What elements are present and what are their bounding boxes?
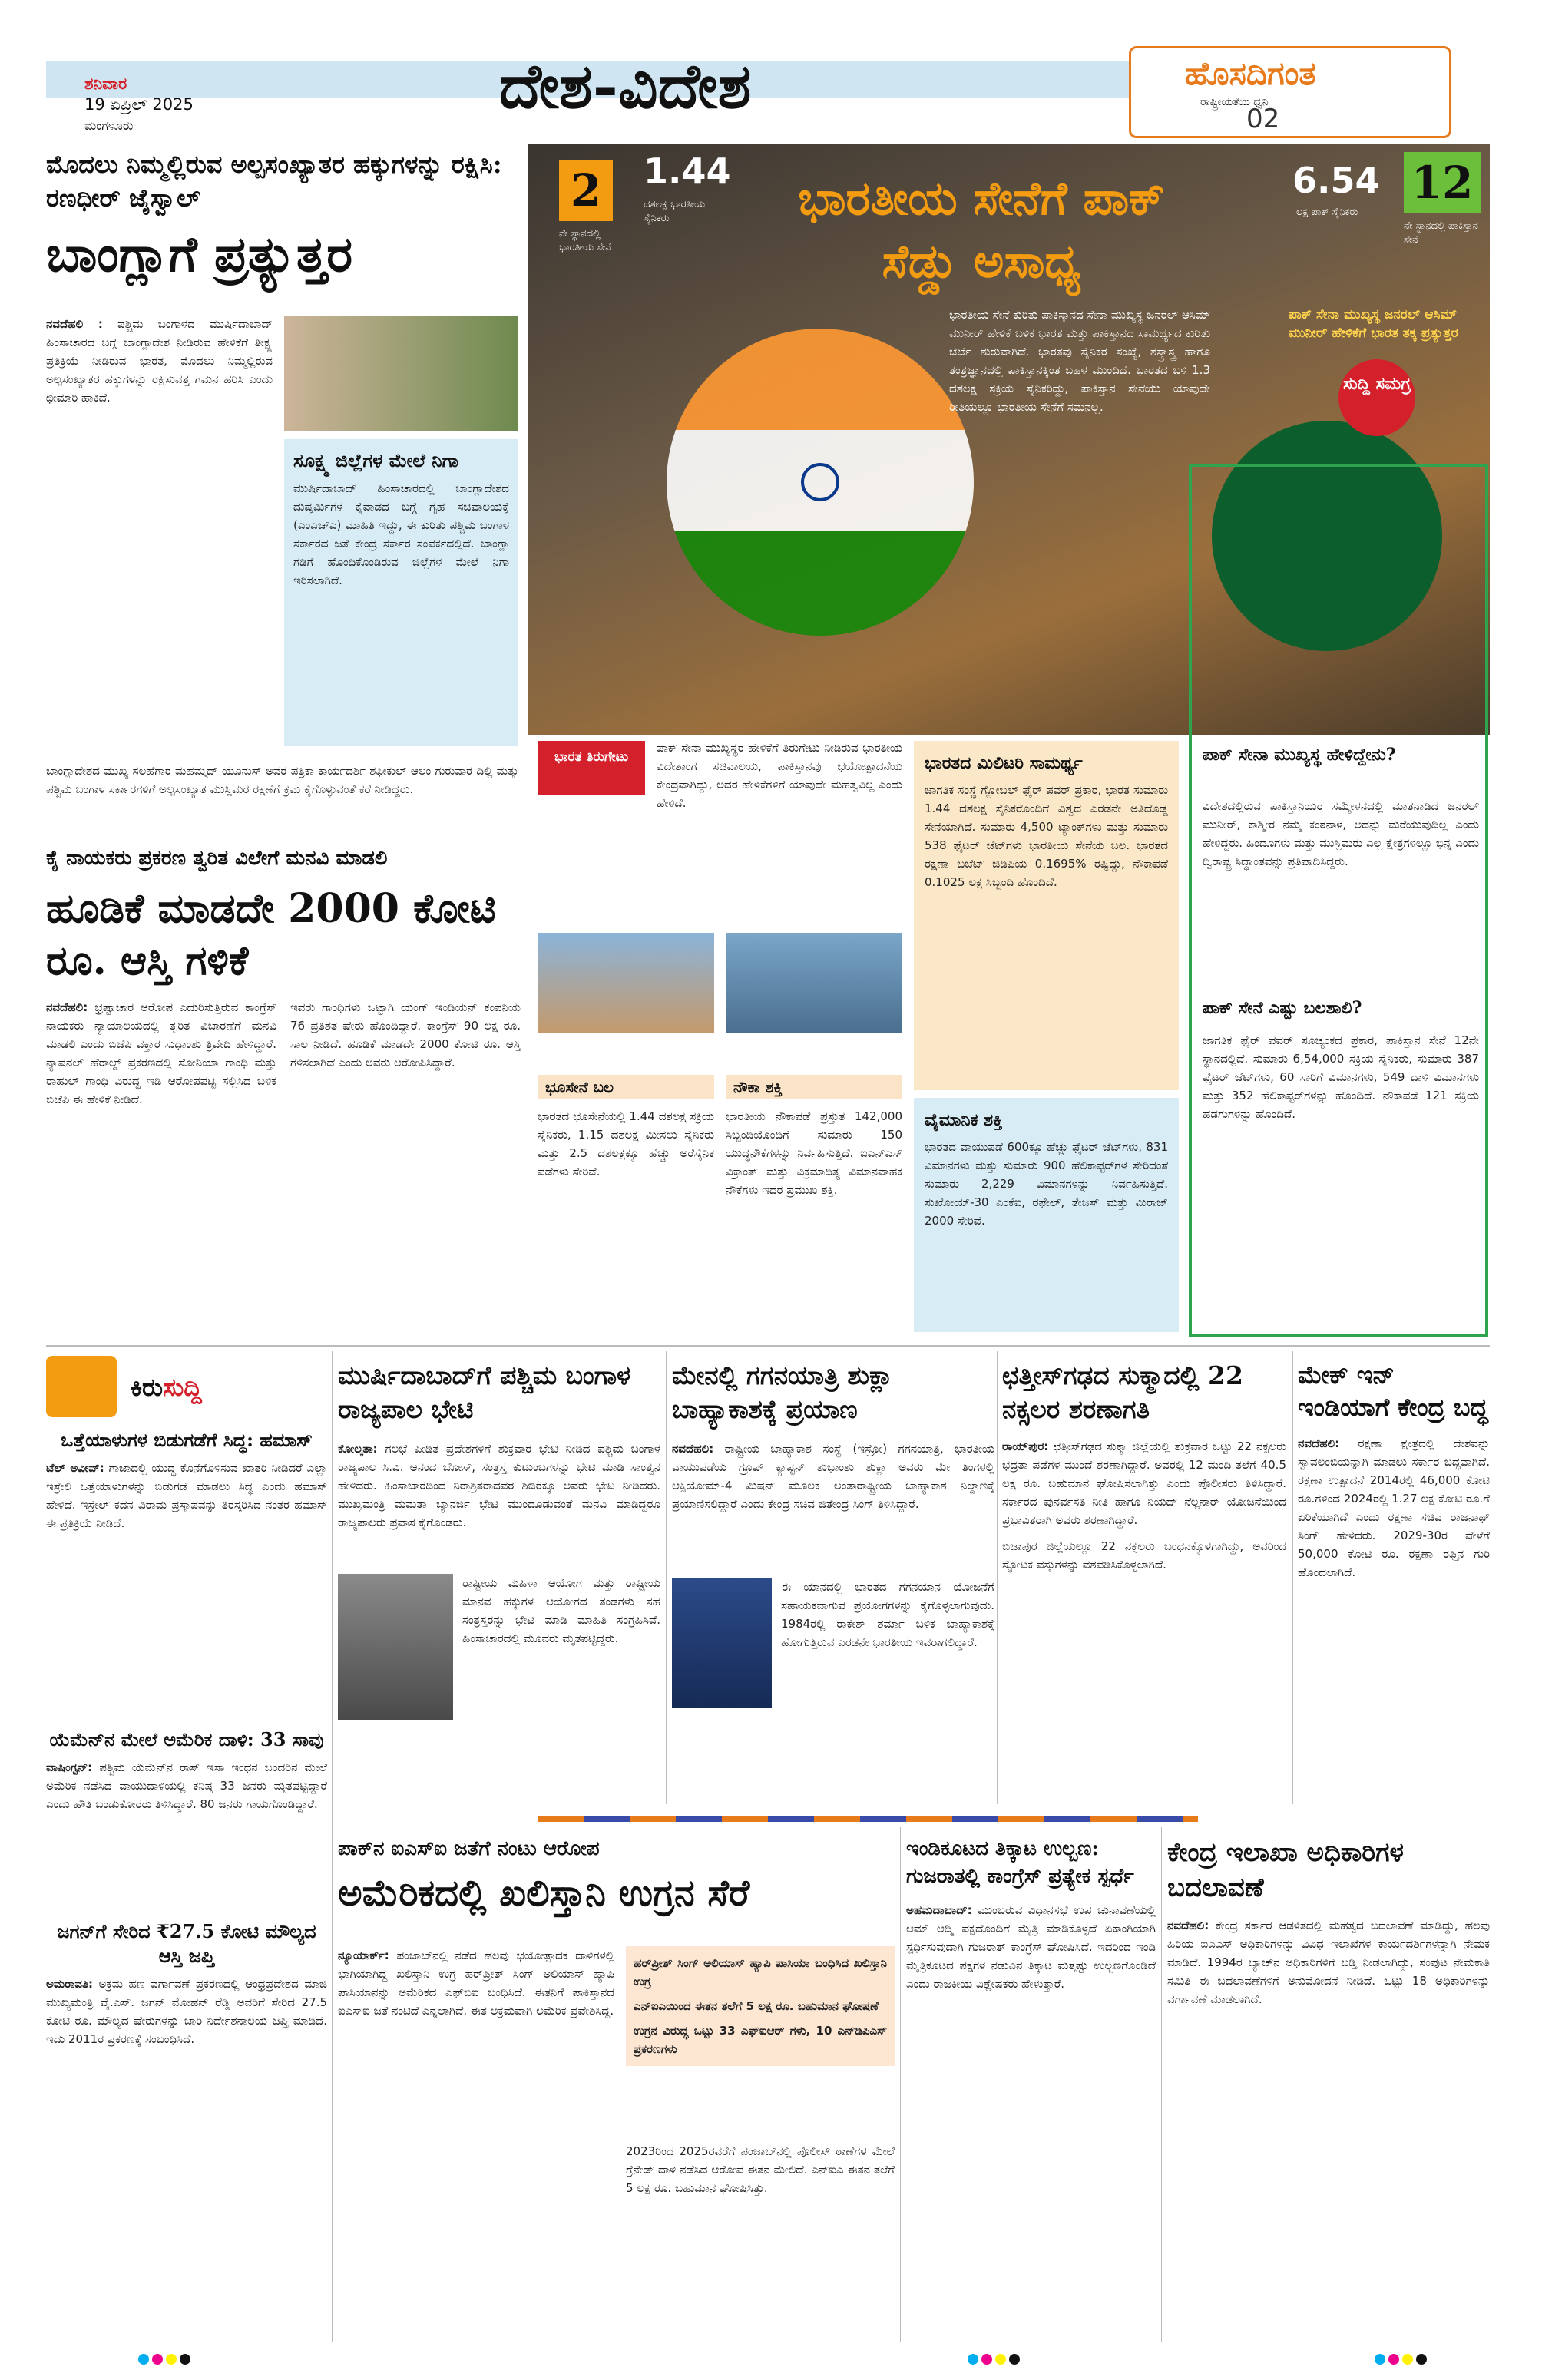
naxal-body-2: ಬಿಜಾಪುರ ಜಿಲ್ಲೆಯಲ್ಲೂ 22 ನಕ್ಸಲರು ಬಂಧನಕ್ಕೊಳಗಾಗಿದ್ದು, ಅವರಿಂದ ಸ್ಫೋಟಕ ವಸ್ತುಗಳನ್ನು ವಶಪಡಿಸಿಕೊಳ್ಳಲಾಗಿದೆ. — [1002, 1539, 1286, 1572]
kiru-label-a: ಕಿರು — [131, 1373, 164, 1402]
air-title: ವೈಮಾನಿಕ ಶಕ್ತಿ — [925, 1110, 1003, 1130]
gujarat-headline: ಇಂಡಿಕೂಟದ ತಿಕ್ಕಾಟ ಉಲ್ಬಣ: ಗುಜರಾತಲ್ಲಿ ಕಾಂಗ್ರೆಸ್ ಪ್ರತ್ಯೇಕ ಸ್ಪರ್ಧೆ — [906, 1837, 1134, 1888]
army-title: ಭೂಸೇನೆ ಬಲ — [538, 1075, 714, 1099]
page-number: 02 — [1246, 104, 1280, 134]
brief-body — [46, 1459, 327, 1532]
ed-body-2: ಇವರು ಗಾಂಧಿಗಳು ಒಟ್ಟಾಗಿ ಯಂಗ್ ಇಂಡಿಯನ್ ಕಂಪನಿಯ 76 ಪ್ರತಿಶತ ಷೇರು ಹೊಂದಿದ್ದಾರೆ. ಕಾಂಗ್ರೆಸ್ 90 ಲಕ್ಷ ರೂ. ಸಾಲ ನೀಡಿದೆ. ಹೂಡಿಕೆ ಮಾಡದೇ 2000 ಕೋಟಿ ರೂ. ಆಸ್ತಿ ಗಳಿಸಲಾಗಿದೆ ಎಂದು ಅವರು ಆರೋಪಿಸಿದ್ದಾರೆ. — [290, 1000, 521, 1069]
bengal-headline: ಮುರ್ಷಿದಾಬಾದ್‌ಗೆ ಪಶ್ಚಿಮ ಬಂಗಾಳ ರಾಜ್ಯಪಾಲ ಭೇಟಿ — [338, 1360, 630, 1424]
naxal-body — [1002, 1437, 1286, 1529]
column-rule — [1292, 1351, 1293, 1804]
article-kicker: ಮೊದಲು ನಿಮ್ಮಲ್ಲಿರುವ ಅಲ್ಪಸಂಖ್ಯಾತರ ಹಕ್ಕುಗಳನ್ನು ರಕ್ಷಿಸಿ: ರಣಧೀರ್ ಜೈಸ್ವಾಲ್ — [46, 150, 502, 213]
ed-article — [46, 845, 522, 1106]
usa-text: ಪಂಜಾಬ್‌ನಲ್ಲಿ ನಡೆದ ಹಲವು ಭಯೋತ್ಪಾದಕ ದಾಳಿಗಳಲ್ಲಿ ಭಾಗಿಯಾಗಿದ್ದ ಖಲಿಸ್ತಾನಿ ಉಗ್ರ ಹರ್‌ಪ್ರೀತ್ ಸಿಂಗ್ ಅಲಿಯಾಸ್ ಹ್ಯಾಪಿ ಪಾಸಿಯಾನನ್ನು ಅಮೆರಿಕದ ಎಫ್‌ಬಿಐ ಬಂಧಿಸಿದೆ. ಈತನಿಗೆ ಪಾಕಿಸ್ತಾನದ ಐಎಸ್‌ಐ ಜತೆ ನಂಟಿದೆ ಎನ್ನಲಾಗಿದೆ. ಈತ ಅಕ್ರಮವಾಗಿ ಅಮೆರಿಕ ಪ್ರವೇಶಿಸಿದ್ದ. — [338, 1949, 614, 2018]
sidebar-body: ಮುರ್ಷಿದಾಬಾದ್ ಹಿಂಸಾಚಾರದಲ್ಲಿ ಬಾಂಗ್ಲಾದೇಶದ ದುಷ್ಕರ್ಮಿಗಳ ಕೈವಾಡದ ಬಗ್ಗೆ ಗೃಹ ಸಚಿವಾಲಯಕ್ಕೆ (ಎಂಎಚ್‌ಎ) ಮಾಹಿತಿ ಇದ್ದು, ಈ ಕುರಿತು ಪಶ್ಚಿಮ ಬಂಗಾಳ ಸರ್ಕಾರದ ಜತೆ ಕೇಂದ್ರ ಸರ್ಕಾರ ಸಂಪರ್ಕದಲ್ಲಿದೆ. ಬಾಂಗ್ಲಾ ಗಡಿಗೆ ಹೊಂದಿಕೊಂಡಿರುವ ಜಿಲ್ಲೆಗಳ ಮೇಲೆ ನಿಗಾ ಇರಿಸಲಾಗಿದೆ. — [293, 481, 509, 587]
brief-text: ಅಕ್ರಮ ಹಣ ವರ್ಗಾವಣೆ ಪ್ರಕರಣದಲ್ಲಿ ಆಂಧ್ರಪ್ರದೇಶದ ಮಾಜಿ ಮುಖ್ಯಮಂತ್ರಿ ವೈ.ಎಸ್. ಜಗನ್ ಮೋಹನ್ ರೆಡ್ಡಿ ಅವರಿಗೆ ಸೇರಿದ 27.5 ಕೋಟಿ ರೂ. ಮೌಲ್ಯದ ಷೇರುಗಳನ್ನು ಜಾರಿ ನಿರ್ದೇಶನಾಲಯ ಜಪ್ತಿ ಮಾಡಿದೆ. ಇದು 2011ರ ಪ್ರಕರಣಕ್ಕೆ ಸಂಬಂಧಿಸಿದೆ. — [46, 1977, 327, 2046]
stat-troops-pak-label: ಲಕ್ಷ ಪಾಕ್ ಸೈನಿಕರು — [1296, 207, 1358, 218]
transfer-article — [1167, 1835, 1490, 2008]
stat-rank-india-label: ನೇ ಸ್ಥಾನದಲ್ಲಿ ಭಾರತೀಯ ಸೇನೆ — [559, 228, 611, 253]
bullet-2: ಎನ್‌ಐಎಯಿಂದ ಈತನ ತಲೆಗೆ 5 ಲಕ್ಷ ರೂ. ಬಹುಮಾನ ಘೋಷಣೆ — [634, 1999, 879, 2013]
navy-photo — [726, 933, 902, 1033]
space-loc: ನವದೆಹಲಿ: — [672, 1442, 714, 1456]
brief-1 — [46, 1428, 327, 1532]
column-rule — [900, 1827, 901, 2342]
kiru-suddi-header — [46, 1356, 327, 1426]
bangla-article — [46, 147, 522, 796]
army-box — [538, 1075, 714, 1181]
registration-marks — [1375, 2353, 1430, 2367]
brief-body — [46, 1758, 327, 1813]
usa-headline: ಅಮೆರಿಕದಲ್ಲಿ ಖಲಿಸ್ತಾನಿ ಉಗ್ರನ ಸೆರೆ — [338, 1872, 750, 1915]
naxal-headline: ಛತ್ತೀಸ್‌ಗಢದ ಸುಕ್ಮಾದಲ್ಲಿ 22 ನಕ್ಸಲರ ಶರಣಾಗತಿ — [1002, 1360, 1243, 1424]
hand-icon — [46, 1356, 117, 1417]
make-loc: ನವದೆಹಲಿ: — [1298, 1436, 1340, 1450]
bengal-body-2: ರಾಷ್ಟ್ರೀಯ ಮಹಿಳಾ ಆಯೋಗ ಮತ್ತು ರಾಷ್ಟ್ರೀಯ ಮಾನವ ಹಕ್ಕುಗಳ ಆಯೋಗದ ತಂಡಗಳು ಸಹ ಸಂತ್ರಸ್ತರನ್ನು ಭೇಟಿ ಮಾಡಿ ಮಾಹಿತಿ ಸಂಗ್ರಹಿಸಿವೆ. ಹಿಂಸಾಚಾರದಲ್ಲಿ ಮೂವರು ಮೃತಪಟ್ಟಿದ್ದರು. — [462, 1576, 660, 1645]
bengal-loc: ಕೋಲ್ಕತಾ: — [338, 1442, 378, 1456]
brief-loc: ಅಮರಾವತಿ: — [46, 1977, 93, 1991]
article-body — [46, 315, 273, 407]
space-article — [672, 1359, 994, 1649]
air-body: ಭಾರತದ ವಾಯುಪಡೆ 600ಕ್ಕೂ ಹೆಚ್ಚು ಫೈಟರ್ ಜೆಟ್‌ಗಳು, 831 ವಿಮಾನಗಳು ಮತ್ತು ಸುಮಾರು 900 ಹೆಲಿಕಾಪ್ಟರ್‌ಗಳ ಸೇರಿದಂತೆ ಸುಮಾರು 2,229 ವಿಮಾನಗಳನ್ನು ನಿರ್ವಹಿಸುತ್ತಿದೆ. ಸುಖೋಯ್-30 ಎಂಕೆಐ, ರಫೇಲ್, ತೇಜಸ್ ಮತ್ತು ಮಿರಾಜ್ 2000 ಸೇರಿವೆ. — [925, 1140, 1168, 1228]
gujarat-body — [906, 1901, 1156, 1993]
stat-rank-pak: 12 — [1404, 152, 1481, 213]
bengal-article — [338, 1359, 660, 1645]
usa-kicker: ಪಾಕ್‌ನ ಐಎಸ್‌ಐ ಜತೆಗೆ ನಂಟು ಆರೋಪ — [338, 1837, 600, 1860]
ed-loc: ನವದೆಹಲಿ: — [46, 1000, 88, 1014]
gujarat-text: ಮುಂಬರುವ ವಿಧಾನಸಭೆ ಉಪ ಚುನಾವಣೆಯಲ್ಲಿ ಆಮ್ ಆದ್ಮಿ ಪಕ್ಷದೊಂದಿಗೆ ಮೈತ್ರಿ ಮಾಡಿಕೊಳ್ಳದೆ ಏಕಾಂಗಿಯಾಗಿ ಸ್ಪರ್ಧಿಸುವುದಾಗಿ ಗುಜರಾತ್ ಕಾಂಗ್ರೆಸ್ ಘೋಷಿಸಿದೆ. ಇದರಿಂದ ಇಂಡಿ ಮೈತ್ರಿಕೂಟದ ಪಕ್ಷಗಳ ನಡುವಿನ ತಿಕ್ಕಾಟ ಮತ್ತಷ್ಟು ಉಲ್ಬಣಗೊಂಡಿದೆ ಎಂದು ರಾಜಕೀಯ ವಿಶ್ಲೇಷಕರು ಹೇಳುತ್ತಾರೆ. — [906, 1903, 1156, 1991]
divider — [46, 1345, 1490, 1347]
brief-text: ಗಾಜಾದಲ್ಲಿ ಯುದ್ಧ ಕೊನೆಗೊಳಿಸುವ ಖಾತರಿ ನೀಡಿದರೆ ಎಲ್ಲಾ ಇಸ್ರೇಲಿ ಒತ್ತೆಯಾಳುಗಳನ್ನು ಬಿಡುಗಡೆ ಮಾಡಲು ಸಿದ್ಧ ಎಂದು ಹಮಾಸ್ ಹೇಳಿದೆ. ಇಸ್ರೇಲ್ ಕದನ ವಿರಾಮ ಪ್ರಸ್ತಾಪವನ್ನು ತಿರಸ್ಕರಿಸಿದ ನಂತರ ಹಮಾಸ್ ಈ ಪ್ರತಿಕ್ರಿಯೆ ನೀಡಿದೆ. — [46, 1461, 327, 1530]
brief-text: ಪಶ್ಚಿಮ ಯೆಮೆನ್‌ನ ರಾಸ್ ಇಸಾ ಇಂಧನ ಬಂದರಿನ ಮೇಲೆ ಅಮೆರಿಕ ನಡೆಸಿದ ವಾಯುದಾಳಿಯಲ್ಲಿ ಕನಿಷ್ಠ 33 ಜನರು ಮೃತಪಟ್ಟಿದ್ದಾರೆ ಎಂದು ಹೌತಿ ಬಂಡುಕೋರರು ತಿಳಿಸಿದ್ದಾರೆ. 80 ಜನರು ಗಾಯಗೊಂಡಿದ್ದಾರೆ. — [46, 1760, 327, 1811]
astronaut-photo — [672, 1578, 772, 1708]
army-body: ಭಾರತದ ಭೂಸೇನೆಯಲ್ಲಿ 1.44 ದಶಲಕ್ಷ ಸಕ್ರಿಯ ಸೈನಿಕರು, 1.15 ದಶಲಕ್ಷ ಮೀಸಲು ಸೈನಿಕರು ಮತ್ತು 2.5 ದಶಲಕ್ಷಕ್ಕೂ ಹೆಚ್ಚು ಅರೆಸೈನಿಕ ಪಡೆಗಳು ಸೇರಿವೆ. — [538, 1109, 714, 1178]
bengal-body — [338, 1440, 660, 1570]
pak-title-2: ಪಾಕ್ ಸೇನೆ ಎಷ್ಟು ಬಲಶಾಲಿ? — [1203, 998, 1362, 1018]
pak-body-2: ಜಾಗತಿಕ ಫೈರ್ ಪವರ್ ಸೂಚ್ಯಂಕದ ಪ್ರಕಾರ, ಪಾಕಿಸ್ತಾನ ಸೇನೆ 12ನೇ ಸ್ಥಾನದಲ್ಲಿದೆ. ಸುಮಾರು 6,54,000 ಸಕ್ರಿಯ ಸೈನಿಕರು, ಸುಮಾರು 387 ಫೈಟರ್ ಜೆಟ್‌ಗಳು, 60 ಸಾರಿಗೆ ವಿಮಾನಗಳು, 549 ದಾಳಿ ವಿಮಾನಗಳು ಮತ್ತು 352 ಹೆಲಿಕಾಪ್ಟರ್‌ಗಳನ್ನು ಹೊಂದಿದೆ. ನೌಕಾಪಡೆ 121 ಸಕ್ರಿಯ ಹಡಗುಗಳನ್ನು ಹೊಂದಿದೆ. — [1203, 1033, 1479, 1121]
tiranga-label: ಭಾರತ ತಿರುಗೇಟು — [554, 749, 629, 765]
decorative-stripe — [538, 1816, 1198, 1822]
transfer-loc: ನವದೆಹಲಿ: — [1167, 1919, 1209, 1932]
brief-headline: ಜಗನ್‌ಗೆ ಸೇರಿದ ₹27.5 ಕೋಟಿ ಮೌಲ್ಯದ ಆಸ್ತಿ ಜಪ್ತಿ — [57, 1920, 316, 1967]
ashoka-chakra-icon — [801, 463, 839, 501]
space-body — [672, 1440, 994, 1570]
ed-kicker: ಕೈ ನಾಯಕರು ಪ್ರಕರಣ ತ್ವರಿತ ವಿಲೇಗೆ ಮನವಿ ಮಾಡಲಿ — [46, 847, 388, 870]
army-photo — [538, 933, 714, 1033]
navy-box — [726, 1075, 902, 1199]
city: ಮಂಗಳೂರು — [84, 118, 134, 133]
navy-body: ಭಾರತೀಯ ನೌಕಾಪಡೆ ಪ್ರಸ್ತುತ 142,000 ಸಿಬ್ಬಂದಿಯೊಂದಿಗೆ ಸುಮಾರು 150 ಯುದ್ಧನೌಕೆಗಳನ್ನು ನಿರ್ವಹಿಸುತ್ತಿದೆ. ಐಎನ್‌ಎಸ್ ವಿಕ್ರಾಂತ್ ಮತ್ತು ವಿಕ್ರಮಾದಿತ್ಯ ವಿಮಾನವಾಹಕ ನೌಕೆಗಳು ಇದರ ಪ್ರಮುಖ ಶಕ್ತಿ. — [726, 1109, 902, 1197]
military-body: ಜಾಗತಿಕ ಸಂಸ್ಥೆ ಗ್ಲೋಬಲ್ ಫೈರ್ ಪವರ್ ಪ್ರಕಾರ, ಭಾರತ ಸುಮಾರು 1.44 ದಶಲಕ್ಷ ಸೈನಿಕರೊಂದಿಗೆ ವಿಶ್ವದ ಎರಡನೇ ಅತಿದೊಡ್ಡ ಸೇನೆಯಾಗಿದೆ. ಸುಮಾರು 4,500 ಟ್ಯಾಂಕ್‌ಗಳು ಮತ್ತು ಸುಮಾರು 538 ಫೈಟರ್ ಜೆಟ್‌ಗಳು ಭಾರತೀಯ ಸೇನೆಯ ಬಲ. ಭಾರತದ ರಕ್ಷಣಾ ಬಜೆಟ್ ಜಿಡಿಪಿಯ 0.1695% ರಷ್ಟಿದ್ದು, ನೌಕಾಪಡೆ 0.1025 ಲಕ್ಷ ಸಿಬ್ಬಂದಿ ಹೊಂದಿದೆ. — [925, 783, 1168, 889]
military-title: ಭಾರತದ ಮಿಲಿಟರಿ ಸಾಮರ್ಥ್ಯ — [925, 753, 1083, 773]
bullet-3: ಉಗ್ರನ ವಿರುದ್ಧ ಒಟ್ಟು 33 ಎಫ್‌ಐಆರ್ ಗಳು, 10 ಎನ್‌ಡಿಪಿಎಸ್ ಪ್ರಕರಣಗಳು — [634, 2024, 887, 2056]
space-text: ರಾಷ್ಟ್ರೀಯ ಬಾಹ್ಯಾಕಾಶ ಸಂಸ್ಥೆ (ಇಸ್ರೋ) ಗಗನಯಾತ್ರಿ, ಭಾರತೀಯ ವಾಯುಪಡೆಯ ಗ್ರೂಪ್ ಕ್ಯಾಪ್ಟನ್ ಶುಭಾಂಶು ಶುಕ್ಲಾ ಅವರು ಮೇ ತಿಂಗಳಲ್ಲಿ ಆಕ್ಸಿಯೋಮ್-4 ಮಿಷನ್ ಮೂಲಕ ಅಂತಾರಾಷ್ಟ್ರೀಯ ಬಾಹ್ಯಾಕಾಶ ನಿಲ್ದಾಣಕ್ಕೆ ಪ್ರಯಾಣಿಸಲಿದ್ದಾರೆ ಎಂದು ಕೇಂದ್ರ ಸಚಿವ ಜಿತೇಂದ್ರ ಸಿಂಗ್ ತಿಳಿಸಿದ್ದಾರೆ. — [672, 1442, 994, 1511]
bullet-1: ಹರ್‌ಪ್ರೀತ್ ಸಿಂಗ್ ಅಲಿಯಾಸ್ ಹ್ಯಾಪಿ ಪಾಸಿಯಾ ಬಂಧಿಸಿದ ಖಲಿಸ್ತಾನಿ ಉಗ್ರ — [634, 1956, 887, 1988]
suddi-samagra-badge: ಸುದ್ದಿ ಸಮಗ್ರ — [1338, 359, 1415, 436]
ed-headline: ಹೂಡಿಕೆ ಮಾಡದೇ 2000 ಕೋಟಿ ರೂ. ಆಸ್ತಿ ಗಳಿಕೆ — [46, 885, 496, 984]
ed-body — [46, 998, 276, 1109]
poster-headline: ಭಾರತೀಯ ಸೇನೆಗೆ ಪಾಕ್ ಸೆಡ್ಡು ಅಸಾಧ್ಯ — [798, 172, 1165, 289]
make-body — [1298, 1434, 1490, 1582]
air-box — [914, 1098, 1179, 1332]
registration-marks — [968, 2353, 1023, 2367]
make-article — [1298, 1359, 1490, 1582]
transfer-headline: ಕೇಂದ್ರ ಇಲಾಖಾ ಅಧಿಕಾರಿಗಳ ಬದಲಾವಣೆ — [1167, 1837, 1405, 1903]
stat-troops-pak: 6.54 — [1292, 160, 1380, 201]
usa-body — [338, 1946, 614, 2020]
stat-rank-pak-label: ನೇ ಸ್ಥಾನದಲ್ಲಿ ಪಾಕಿಸ್ತಾನ ಸೇನೆ — [1404, 220, 1478, 246]
naxal-text: ಛತ್ತೀಸ್‌ಗಢದ ಸುಕ್ಮಾ ಜಿಲ್ಲೆಯಲ್ಲಿ ಶುಕ್ರವಾರ ಒಟ್ಟು 22 ನಕ್ಸಲರು ಭದ್ರತಾ ಪಡೆಗಳ ಮುಂದೆ ಶರಣಾಗಿದ್ದಾರೆ. ಅವರಲ್ಲಿ 12 ಮಂದಿ ತಲೆಗೆ 40.5 ಲಕ್ಷ ರೂ. ಬಹುಮಾನ ಘೋಷಿಸಲಾಗಿತ್ತು ಎಂದು ಪೊಲೀಸರು ತಿಳಿಸಿದ್ದಾರೆ. ಸರ್ಕಾರದ ಪುನರ್ವಸತಿ ನೀತಿ ಹಾಗೂ ನಿಯದ್ ನೆಲ್ಲನಾರ್ ಯೋಜನೆಯಿಂದ ಪ್ರಭಾವಿತರಾಗಿ ಅವರು ಶರಣಾಗಿದ್ದಾರೆ. — [1002, 1440, 1286, 1527]
page-header — [0, 0, 1542, 138]
column-rule — [1161, 1827, 1162, 2342]
brief-headline: ಯೆಮೆನ್‌ನ ಮೇಲೆ ಅಮೆರಿಕ ದಾಳಿ: 33 ಸಾವು — [49, 1728, 324, 1750]
photo-collage — [284, 316, 518, 431]
military-box — [914, 741, 1179, 1090]
day: ಶನಿವಾರ — [84, 74, 127, 93]
poster-quote: ಪಾಕ್ ಸೇನಾ ಮುಖ್ಯಸ್ಥ ಜನರಲ್ ಆಸಿಮ್ ಮುನೀರ್ ಹೇಳಿಕೆಗೆ ಭಾರತ ತಕ್ಕ ಪ್ರತ್ಯುತ್ತರ — [1289, 307, 1458, 341]
usa-loc: ನ್ಯೂಯಾರ್ಕ್: — [338, 1949, 389, 1962]
article-body-2: ಬಾಂಗ್ಲಾದೇಶದ ಮುಖ್ಯ ಸಲಹೆಗಾರ ಮಹಮ್ಮದ್ ಯೂನುಸ್ ಅವರ ಪತ್ರಿಕಾ ಕಾರ್ಯದರ್ಶಿ ಶಫೀಕುಲ್ ಆಲಂ ಗುರುವಾರ ದಿಲ್ಲಿ ಮತ್ತು ಪಶ್ಚಿಮ ಬಂಗಾಳ ಸರ್ಕಾರಗಳಿಗೆ ಅಲ್ಪಸಂಖ್ಯಾತ ಮುಸ್ಲಿಮರ ರಕ್ಷಣೆಗೆ ಕ್ರಮ ಕೈಗೊಳ್ಳುವಂತೆ ಕರೆ ನೀಡಿದ್ದರು. — [46, 764, 518, 796]
stat-rank-india: 2 — [559, 160, 613, 221]
logo-tagline: ರಾಷ್ಟ್ರೀಯತೆಯ ಧ್ವನಿ — [1200, 96, 1269, 108]
sidebar-title: ಸೂಕ್ಷ್ಮ ಜಿಲ್ಲೆಗಳ ಮೇಲೆ ನಿಗಾ — [293, 449, 459, 471]
column-rule — [997, 1351, 998, 1804]
brief-loc: ವಾಷಿಂಗ್ಟನ್: — [46, 1760, 93, 1774]
naxal-article — [1002, 1359, 1286, 1574]
brief-body — [46, 1975, 327, 2048]
bengal-text: ಗಲಭೆ ಪೀಡಿತ ಪ್ರದೇಶಗಳಿಗೆ ಶುಕ್ರವಾರ ಭೇಟಿ ನೀಡಿದ ಪಶ್ಚಿಮ ಬಂಗಾಳ ರಾಜ್ಯಪಾಲ ಸಿ.ವಿ. ಆನಂದ ಬೋಸ್, ಸಂತ್ರಸ್ತ ಕುಟುಂಬಗಳನ್ನು ಭೇಟಿ ಮಾಡಿ ಸಾಂತ್ವನ ಹೇಳಿದರು. ಹಿಂಸಾಚಾರದಿಂದ ನಿರಾಶ್ರಿತರಾದವರ ಶಿಬಿರಕ್ಕೂ ಅವರು ಭೇಟಿ ನೀಡಿದರು. ಮುಖ್ಯಮಂತ್ರಿ ಮಮತಾ ಬ್ಯಾನರ್ಜಿ ಭೇಟಿ ಮುಂದೂಡುವಂತೆ ಮನವಿ ಮಾಡಿದ್ದರೂ ರಾಜ್ಯಪಾಲರು ಪ್ರವಾಸ ಕೈಗೊಂಡರು. — [338, 1442, 660, 1529]
usa-body-2: 2023ರಿಂದ 2025ರವರೆಗೆ ಪಂಜಾಬ್‌ನಲ್ಲಿ ಪೊಲೀಸ್ ಠಾಣೆಗಳ ಮೇಲೆ ಗ್ರೆನೇಡ್ ದಾಳಿ ನಡೆಸಿದ ಆರೋಪ ಈತನ ಮೇಲಿದೆ. ಎನ್‌ಐಎ ಈತನ ತಲೆಗೆ 5 ಲಕ್ಷ ರೂ. ಬಹುಮಾನ ಘೋಷಿಸಿತ್ತು. — [626, 2144, 895, 2195]
registration-marks — [138, 2353, 194, 2367]
article-headline: ಬಾಂಗ್ಲಾಗೆ ಪ್ರತ್ಯುತ್ತರ — [46, 226, 353, 283]
tiranga-tag — [538, 741, 645, 795]
pak-army-box — [1189, 464, 1488, 1337]
usa-bullets — [626, 1946, 895, 2066]
pak-body-1: ವಿದೇಶದಲ್ಲಿರುವ ಪಾಕಿಸ್ತಾನಿಯರ ಸಮ್ಮೇಳನದಲ್ಲಿ ಮಾತನಾಡಿದ ಜನರಲ್ ಮುನೀರ್, ಕಾಶ್ಮೀರ ನಮ್ಮ ಕಂಠನಾಳ, ಅದನ್ನು ಮರೆಯುವುದಿಲ್ಲ ಎಂದು ಹೇಳಿದ್ದರು. ಹಿಂದೂಗಳು ಮತ್ತು ಮುಸ್ಲಿಮರು ಎಲ್ಲ ಕ್ಷೇತ್ರಗಳಲ್ಲೂ ಭಿನ್ನ ಎಂದು ದ್ವಿರಾಷ್ಟ್ರ ಸಿದ್ಧಾಂತವನ್ನು ಪ್ರತಿಪಾದಿಸಿದ್ದರು. — [1203, 799, 1479, 868]
ed-text: ಭ್ರಷ್ಟಾಚಾರ ಆರೋಪ ಎದುರಿಸುತ್ತಿರುವ ಕಾಂಗ್ರೆಸ್ ನಾಯಕರು ನ್ಯಾಯಾಲಯದಲ್ಲಿ ತ್ವರಿತ ವಿಚಾರಣೆಗೆ ಮನವಿ ಮಾಡಲಿ ಎಂದು ಬಿಜೆಪಿ ವಕ್ತಾರ ಸುಧಾಂಶು ತ್ರಿವೇದಿ ಹೇಳಿದ್ದಾರೆ. ನ್ಯಾಷನಲ್ ಹೆರಾಲ್ಡ್ ಪ್ರಕರಣದಲ್ಲಿ ಸೋನಿಯಾ ಗಾಂಧಿ ಮತ್ತು ರಾಹುಲ್ ಗಾಂಧಿ ವಿರುದ್ಧ ಇಡಿ ಆರೋಪಪಟ್ಟಿ ಸಲ್ಲಿಸಿದ ಬಳಿಕ ಬಿಜೆಪಿ ಈ ಹೇಳಿಕೆ ನೀಡಿದೆ. — [46, 1000, 276, 1106]
sidebar-box — [284, 439, 518, 746]
date: 19 ಏಪ್ರಿಲ್ 2025 — [84, 95, 194, 114]
dateline-loc: ನವದೆಹಲಿ : — [46, 317, 103, 331]
poster-center-text: ಭಾರತೀಯ ಸೇನೆ ಕುರಿತು ಪಾಕಿಸ್ತಾನದ ಸೇನಾ ಮುಖ್ಯಸ್ಥ ಜನರಲ್ ಆಸಿಮ್ ಮುನೀರ್ ಹೇಳಿಕೆ ಬಳಿಕ ಭಾರತ ಮತ್ತು ಪಾಕಿಸ್ತಾನದ ಸಾಮರ್ಥ್ಯದ ಕುರಿತು ಚರ್ಚೆ ಶುರುವಾಗಿದೆ. ಭಾರತವು ಸೈನಿಕರ ಸಂಖ್ಯೆ, ಶಸ್ತ್ರಾಸ್ತ್ರ ಹಾಗೂ ತಂತ್ರಜ್ಞಾನದಲ್ಲಿ ಪಾಕಿಸ್ತಾನಕ್ಕಿಂತ ಬಹಳ ಮುಂದಿದೆ. ಭಾರತದ ಬಳಿ 1.3 ದಶಲಕ್ಷ ಸಕ್ರಿಯ ಸೈನಿಕರಿದ್ದು, ಪಾಕಿಸ್ತಾನ ಸೇನೆಯು ಯಾವುದೇ ರೀತಿಯಲ್ಲೂ ಭಾರತೀಯ ಸೇನೆಗೆ ಸಮನಲ್ಲ. — [949, 308, 1210, 414]
gujarat-article — [906, 1835, 1156, 1993]
brief-headline: ಒತ್ತೆಯಾಳುಗಳ ಬಿಡುಗಡೆಗೆ ಸಿದ್ಧ: ಹಮಾಸ್ — [61, 1429, 313, 1451]
brief-loc: ಟೆಲ್ ಅವೀವ್: — [46, 1461, 104, 1475]
transfer-body — [1167, 1916, 1490, 2008]
column-rule — [666, 1351, 667, 1804]
masthead-logo — [1129, 46, 1451, 138]
brief-3 — [46, 1919, 327, 2048]
gujarat-loc: ಅಹಮದಾಬಾದ್: — [906, 1903, 972, 1917]
pak-title-1: ಪಾಕ್ ಸೇನಾ ಮುಖ್ಯಸ್ಥ ಹೇಳಿದ್ದೇನು? — [1203, 745, 1396, 765]
navy-title: ನೌಕಾ ಶಕ್ತಿ — [726, 1075, 902, 1099]
space-body-2: ಈ ಯಾನದಲ್ಲಿ ಭಾರತದ ಗಗನಯಾನ ಯೋಜನೆಗೆ ಸಹಾಯಕವಾಗುವ ಪ್ರಯೋಗಗಳನ್ನು ಕೈಗೊಳ್ಳಲಾಗುವುದು. 1984ರಲ್ಲಿ ರಾಕೇಶ್ ಶರ್ಮಾ ಬಳಿಕ ಬಾಹ್ಯಾಕಾಶಕ್ಕೆ ಹೋಗುತ್ತಿರುವ ಎರಡನೇ ಭಾರತೀಯ ಇವರಾಗಲಿದ್ದಾರೆ. — [781, 1580, 994, 1649]
kiru-label-b: ಸುದ್ದಿ — [163, 1373, 202, 1402]
naxal-loc: ರಾಯ್‌ಪುರ: — [1002, 1440, 1049, 1453]
tiranga-body: ಪಾಕ್ ಸೇನಾ ಮುಖ್ಯಸ್ಥರ ಹೇಳಿಕೆಗೆ ತಿರುಗೇಟು ನೀಡಿರುವ ಭಾರತೀಯ ವಿದೇಶಾಂಗ ಸಚಿವಾಲಯ, ಪಾಕಿಸ್ತಾನವು ಭಯೋತ್ಪಾದನೆಯ ಕೇಂದ್ರವಾಗಿದ್ದು, ಅದರ ಹೇಳಿಕೆಗಳಿಗೆ ಯಾವುದೇ ಮಹತ್ವವಿಲ್ಲ ಎಂದು ಹೇಳಿದೆ. — [657, 741, 902, 810]
stat-troops-india-label: ದಶಲಕ್ಷ ಭಾರತೀಯ ಸೈನಿಕರು — [644, 199, 706, 224]
transfer-text: ಕೇಂದ್ರ ಸರ್ಕಾರ ಆಡಳಿತದಲ್ಲಿ ಮಹತ್ವದ ಬದಲಾವಣೆ ಮಾಡಿದ್ದು, ಹಲವು ಹಿರಿಯ ಐಎಎಸ್ ಅಧಿಕಾರಿಗಳನ್ನು ವಿವಿಧ ಇಲಾಖೆಗಳ ಕಾರ್ಯದರ್ಶಿಗಳನ್ನಾಗಿ ನೇಮಕ ಮಾಡಿದೆ. 1994ರ ಬ್ಯಾಚ್‌ನ ಅಧಿಕಾರಿಗಳಿಗೆ ಬಡ್ತಿ ನೀಡಲಾಗಿದ್ದು, ಸಂಪುಟ ನೇಮಕಾತಿ ಸಮಿತಿ ಈ ಬದಲಾವಣೆಗಳಿಗೆ ಅನುಮೋದನೆ ನೀಡಿದೆ. ಒಟ್ಟು 18 ಅಧಿಕಾರಿಗಳನ್ನು ವರ್ಗಾವಣೆ ಮಾಡಲಾಗಿದೆ. — [1167, 1919, 1490, 2006]
make-text: ರಕ್ಷಣಾ ಕ್ಷೇತ್ರದಲ್ಲಿ ದೇಶವನ್ನು ಸ್ವಾವಲಂಬಿಯನ್ನಾಗಿ ಮಾಡಲು ಸರ್ಕಾರ ಬದ್ಧವಾಗಿದೆ. ರಕ್ಷಣಾ ಉತ್ಪಾದನೆ 2014ರಲ್ಲಿ 46,000 ಕೋಟಿ ರೂ.ಗಳಿಂದ 2024ರಲ್ಲಿ 1.27 ಲಕ್ಷ ಕೋಟಿ ರೂ.ಗೆ ಏರಿಕೆಯಾಗಿದೆ ಎಂದು ರಕ್ಷಣಾ ಸಚಿವ ರಾಜನಾಥ್ ಸಿಂಗ್ ಹೇಳಿದರು. 2029-30ರ ವೇಳೆಗೆ 50,000 ಕೋಟಿ ರೂ. ರಕ್ಷಣಾ ರಫ್ತಿನ ಗುರಿ ಹೊಂದಲಾಗಿದೆ. — [1298, 1436, 1490, 1579]
usa-article — [338, 1835, 895, 2195]
kiru-label — [131, 1373, 202, 1403]
space-headline: ಮೇನಲ್ಲಿ ಗಗನಯಾತ್ರಿ ಶುಕ್ಲಾ ಬಾಹ್ಯಾಕಾಶಕ್ಕೆ ಪ್ರಯಾಣ — [672, 1360, 893, 1424]
column-rule — [332, 1351, 333, 2342]
bengal-photo — [338, 1574, 453, 1720]
stat-troops-india: 1.44 — [644, 150, 731, 192]
section-title: ದೇಶ-ವಿದೇಶ — [499, 50, 752, 122]
dateline — [84, 74, 194, 136]
logo-name: ಹೊಸದಿಗಂತ — [1185, 55, 1316, 92]
body-text: ಪಶ್ಚಿಮ ಬಂಗಾಳದ ಮುರ್ಷಿದಾಬಾದ್ ಹಿಂಸಾಚಾರದ ಬಗ್ಗೆ ಬಾಂಗ್ಲಾದೇಶ ನೀಡಿರುವ ಹೇಳಿಕೆಗೆ ತೀಕ್ಷ್ಣ ಪ್ರತಿಕ್ರಿಯೆ ನೀಡಿರುವ ಭಾರತ, ಮೊದಲು ನಿಮ್ಮಲ್ಲಿರುವ ಅಲ್ಪಸಂಖ್ಯಾತರ ಹಕ್ಕುಗಳನ್ನು ರಕ್ಷಿಸುವತ್ತ ಗಮನ ಹರಿಸಿ ಎಂದು ಛೀಮಾರಿ ಹಾಕಿದೆ. — [46, 317, 273, 405]
brief-2 — [46, 1727, 327, 1813]
make-headline: ಮೇಕ್ ಇನ್ ಇಂಡಿಯಾಗೆ ಕೇಂದ್ರ ಬದ್ಧ — [1298, 1360, 1488, 1422]
